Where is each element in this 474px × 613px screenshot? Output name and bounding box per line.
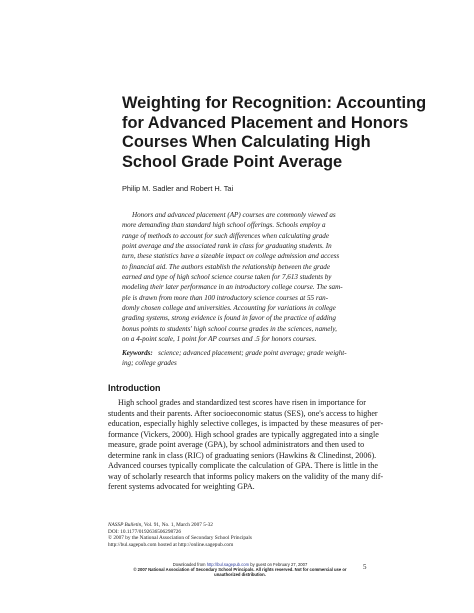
paper-title — [122, 94, 427, 172]
body-line: formance (Vickers, 2000). High school grades are typically aggregated into a single — [108, 429, 379, 439]
abstract-line: earned and type of high school science course taken for 7,613 students by — [122, 273, 332, 282]
rights-line: unauthorized distribution. — [214, 572, 266, 577]
download-notice — [108, 562, 372, 577]
rights-line: © 2007 National Association of Secondary School Principals. All rights reserved. Not for commercial use or — [133, 567, 347, 572]
page-number: 5 — [363, 563, 367, 571]
title-line: Weighting for Recognition: Accounting — [122, 94, 427, 112]
authors: Philip M. Sadler and Robert H. Tai — [122, 184, 234, 193]
body-paragraph — [108, 398, 384, 493]
body-line: Advanced courses typically complicate the calculation of GPA. There is little in the — [108, 461, 378, 471]
abstract-line: on a 4-point scale, 1 point for AP courses and .5 for honors courses. — [122, 335, 317, 344]
abstract-line: ple is drawn from more than 100 introductory science courses at 55 ran- — [122, 293, 329, 302]
body-line: students and their parents. After socioeconomic status (SES), one's access to higher — [108, 408, 378, 418]
title-line: School Grade Point Average — [122, 152, 343, 171]
citation-line — [108, 522, 252, 529]
section-heading: Introduction — [108, 383, 161, 393]
body-line: way of scholarly research that informs policy makers on the validity of the many dif- — [108, 471, 384, 481]
body-line: determine rank in class (RIC) of graduating seniors (Hawkins & Clinedinst, 2006). — [108, 450, 377, 460]
body-line: measure, grade point average (GPA), by school administrators and then used to — [108, 440, 365, 450]
keywords-line: ing; college grades — [122, 359, 177, 368]
abstract-line: to financial aid. The authors establish the relationship between the grade — [122, 262, 331, 271]
publication-footer — [108, 522, 252, 549]
download-link[interactable]: http://bul.sagepub.com — [206, 562, 250, 567]
body-line: education, especially highly selective colleges, is impacted by these measures of per- — [108, 419, 384, 429]
abstract-line: modeling their later performance in an introductory college course. The sam- — [122, 283, 343, 292]
keywords-text: science; advanced placement; grade point average; grade weight- — [158, 349, 347, 357]
download-suffix: by guest on February 27, 2007 — [249, 562, 308, 567]
abstract-line: point average and the associated rank in class for graduating students. In — [122, 242, 332, 251]
body-line: High school grades and standardized test scores have risen in importance for — [118, 398, 366, 407]
keywords-label: Keywords: — [122, 349, 153, 357]
abstract-line: turn, these statistics have a sizeable impact on college admission and access — [122, 252, 340, 261]
doi-line: DOI: 10.1177/0192636506298726 — [108, 528, 182, 535]
title-line: for Advanced Placement and Honors — [122, 113, 409, 132]
abstract-line: bonus points to students' high school course grades in the sciences, namely, — [122, 324, 337, 333]
abstract-line: range of methods to account for such differences when calculating grade — [122, 231, 329, 240]
abstract-line: Honors and advanced placement (AP) courses are commonly viewed as — [132, 211, 336, 219]
keywords — [122, 348, 364, 369]
abstract-line: grading systems, strong evidence is found in favor of the practice of adding — [122, 314, 336, 323]
body-line: ferent systems advocated for weighting GPA. — [108, 482, 255, 492]
copyright-line: © 2007 by the National Association of Secondary School Principals — [108, 535, 252, 542]
abstract-line: more demanding than standard high school offerings. Schools employ a — [122, 221, 326, 230]
citation-details: Vol. 91, No. 1, March 2007 5-32 — [142, 522, 213, 528]
title-line: Courses When Calculating High — [122, 133, 371, 151]
abstract — [122, 210, 364, 344]
hosted-line: http://bul.sagepub.com hosted at http://online.sagepub.com — [108, 542, 234, 549]
abstract-line: domly chosen college and universities. Accounting for variations in college — [122, 304, 336, 313]
journal-name: NASSP Bulletin, — [108, 522, 143, 528]
keywords-line — [122, 348, 364, 358]
download-prefix: Downloaded from — [172, 562, 207, 567]
